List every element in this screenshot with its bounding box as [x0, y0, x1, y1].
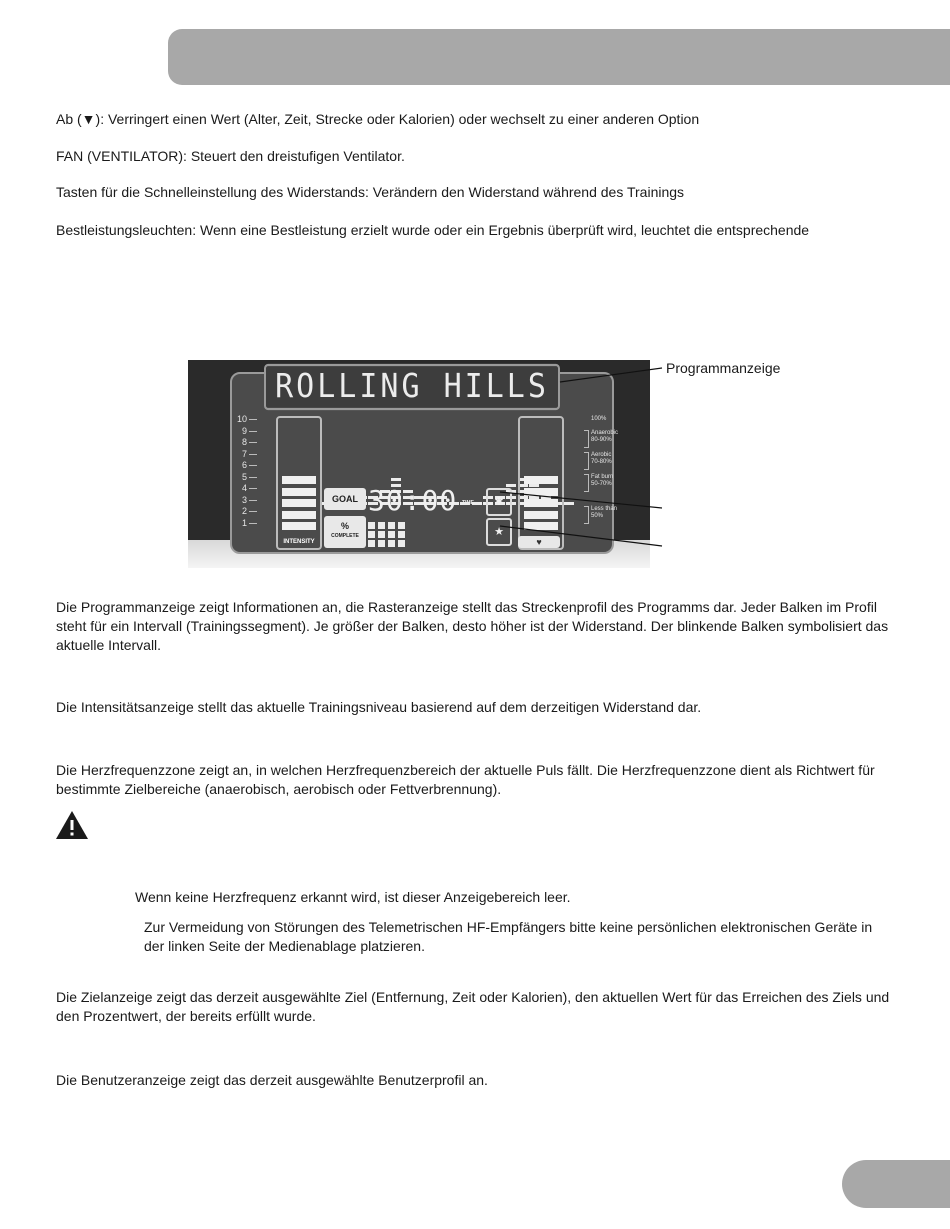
paragraph-intensity: Die Intensitätsanzeige stellt das aktuelle Trainingsniveau basierend auf dem derzeitigen Widerstand dar. [56, 699, 702, 715]
paragraph-down-key: Ab (▼): Verringert einen Wert (Alter, Zeit, Strecke oder Kalorien) oder wechselt zu einer anderen Option [56, 111, 700, 127]
user-group-icon: ✱ [486, 488, 512, 516]
paragraph-quick-keys: Tasten für die Schnelleinstellung des Widerstands: Verändern den Widerstand während des Trainings [56, 184, 685, 200]
zone-label-line1: Anaerobic [591, 430, 619, 436]
level-number: 7 [241, 448, 247, 459]
zone-label-line2: 50-70% [591, 481, 612, 487]
paragraph-hr-zone: Die Herzfrequenzzone zeigt an, in welchen Herzfrequenzbereich der aktuelle Puls fällt. Die Herzfrequenzzone dient als Richtwert für bestimmte Zielbereiche (anaerobisch, aerobisch oder Fettverbrennung). [56, 762, 875, 797]
level-number: 2 [241, 506, 247, 516]
warning-icon [55, 810, 89, 840]
percent-symbol: % [340, 521, 349, 531]
paragraph-goal-display: Die Zielanzeige zeigt das derzeit ausgewählte Ziel (Entfernung, Zeit oder Kalorien), den aktuellen Wert für das Erreichen des Ziels und den Prozentwert, der bereits erfüllt wurde. [56, 989, 890, 1024]
complete-label: COMPLETE [331, 533, 359, 539]
zone-label-line2: 70-80% [591, 459, 612, 465]
program-name-display: ROLLING HILLS [264, 364, 560, 410]
paragraph-interference: Zur Vermeidung von Störungen des Telemetrischen HF-Empfängers bitte keine persönlichen elektronischen Geräte in der linken Seite der Medienablage platzieren. [144, 919, 873, 954]
level-number: 10 [236, 414, 247, 424]
level-number: 5 [241, 471, 247, 482]
paragraph-no-hr: Wenn keine Herzfrequenz erkannt wird, ist dieser Anzeigebereich leer. [135, 889, 571, 905]
star-icon: ★ [486, 518, 512, 546]
goal-label: GOAL [324, 488, 366, 510]
zone-label-line1: Fat burn [591, 474, 614, 480]
callout-line-user [500, 492, 662, 508]
time-label: TIME [462, 500, 474, 506]
paragraph-user-display: Die Benutzeranzeige zeigt das derzeit ausgewählte Benutzerprofil an. [56, 1072, 488, 1088]
zone-label-line1: Aerobic [591, 452, 612, 458]
level-number: 3 [241, 494, 247, 505]
level-number: 9 [241, 425, 247, 436]
callout-program-display: Programmanzeige [666, 360, 781, 376]
level-number: 1 [241, 517, 247, 528]
level-number: 4 [241, 483, 247, 493]
time-value: 30:00 [368, 484, 458, 517]
heart-icon: ♥ [518, 536, 560, 548]
callout-line-program [560, 368, 662, 382]
paragraph-fan: FAN (VENTILATOR): Steuert den dreistufigen Ventilator. [56, 148, 405, 164]
level-number: 8 [241, 437, 247, 447]
zone-label-line2: 50% [591, 513, 604, 519]
page-tab [842, 1160, 950, 1208]
intensity-label: INTENSITY [283, 539, 315, 545]
zone-label-line1: 100% [591, 416, 607, 422]
zone-label-line2: 80-90% [591, 437, 612, 443]
paragraph-program-display: Die Programmanzeige zeigt Informationen an, die Rasteranzeige stellt das Streckenprofil des Programms dar. Jeder Balken im Profil steht für ein Intervall (Trainingssegment). Je größer der Balken, desto höher ist der Widerstand. Der blinkende Balken symbolisiert das aktuelle Intervall. [56, 599, 889, 653]
callout-line-star [500, 526, 662, 546]
zone-label-line1: Less than [591, 506, 618, 512]
paragraph-best-lights: Bestleistungsleuchten: Wenn eine Bestleistung erzielt wurde oder ein Ergebnis überprüft wird, leuchtet die entsprechende [56, 222, 810, 238]
level-number: 6 [241, 460, 247, 470]
